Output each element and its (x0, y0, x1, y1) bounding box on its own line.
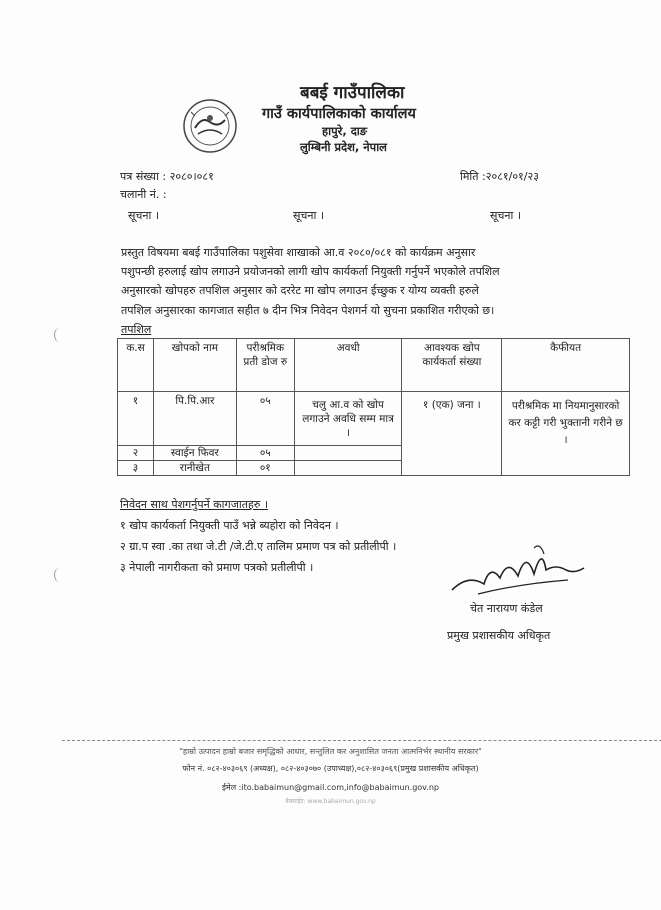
table-cell-empty (294, 461, 402, 476)
table-cell: ३ (118, 461, 154, 476)
notice-paragraph (121, 243, 591, 320)
signature-mark (448, 540, 588, 602)
government-seal-icon (182, 98, 238, 154)
vaccine-table (117, 338, 630, 476)
table-cell: ०५ (236, 446, 294, 461)
col-header-remarks: कैफीयत (502, 339, 630, 392)
footer-divider (62, 740, 661, 741)
table-cell: १ (118, 392, 154, 446)
table-cell: २ (118, 446, 154, 461)
table-header-row (118, 339, 630, 392)
punch-hole-mark (54, 568, 65, 582)
paragraph-line: अनुसारको खोपहरु तपशिल अनुसार को दररेट मा खोप लगाउन ईच्छुक र योग्य व्यक्ती हरुले (121, 284, 479, 298)
footer-slogan: "हाम्रो उत्पादन हाम्रो बजार समृद्धिको आधार, सन्तुलित कर अनुशासित जनता आत्मनिर्भर स्थानीय सरकार" (179, 747, 482, 756)
office-name: गाउँ कार्यपालिकाको कार्यालय (262, 106, 416, 122)
table-cell: ०१ (236, 461, 294, 476)
table-cell-empty (294, 446, 402, 461)
paragraph-line: तपशिल अनुसारका कागजात सहीत ७ दीन भित्र निवेदन पेशगर्न यो सुचना प्रकाशित गरीएको छ। (121, 303, 495, 317)
footer-phones: फोन नं. ०८२-४०३०६९ (अध्यक्ष), ०८२-४०३०७० (उपाध्यक्ष),०८२-४०३०६९(प्रमुख प्रशासकीय अधिकृत) (182, 764, 479, 773)
letter-date: मिति :२०८१/०१/२३ (460, 170, 539, 183)
workers-cell: १ (एक) जना । (402, 392, 502, 476)
footer-website: वेबसाईट: www.babaimun.gov.np (285, 798, 376, 805)
notice-word-left: सूचना । (128, 209, 160, 222)
table-cell: पि.पि.आर (153, 392, 236, 446)
signatory-title: प्रमुख प्रशासकीय अधिकृत (447, 629, 551, 642)
documents-title: निवेदन साथ पेशगर्नुपर्ने कागजातहरु । (120, 498, 269, 511)
col-header-period: अवधी (294, 339, 402, 392)
paragraph-line: प्रस्तुत विषयमा बबई गाउँपालिका पशुसेवा शाखाको आ.व २०८०/०८१ को कार्यक्रम अनुसार (121, 246, 476, 259)
org-name: बबई गाउँपालिका (300, 83, 405, 103)
col-header-vaccine: खोपको नाम (153, 339, 236, 392)
col-header-serial: क.स (118, 339, 154, 392)
list-item: १ खोप कार्यकर्ता नियुक्ती पाउँ भन्ने ब्यहोरा को निवेदन । (120, 519, 339, 532)
documents-list (120, 494, 396, 578)
col-header-workers: आवश्यक खोप कार्यकर्ता संख्या (402, 339, 502, 392)
table-cell: स्वाईन फिवर (153, 446, 236, 461)
period-cell: चलु आ.व को खोप लगाउने अवधि सम्म मात्र । (294, 392, 402, 446)
table-cell: रानीखेत (153, 461, 236, 476)
notice-word-center: सूचना । (293, 209, 325, 222)
table-row (118, 392, 630, 446)
list-item: ३ नेपाली नागरीकता को प्रमाण पत्रको प्रतीलीपी । (120, 561, 314, 574)
dispatch-number: चलानी नं. : (120, 188, 167, 201)
paragraph-line: पशुपन्छी हरुलाई खोप लगाउने प्रयोजनको लागी खोप कार्यकर्ता नियुक्ती गर्नुपर्ने भएकोले तपशिल (121, 265, 500, 279)
list-item: २ ग्रा.प स्वा .का तथा जे.टी /जे.टी.ए तालिम प्रमाण पत्र को प्रतीलीपी । (120, 540, 397, 553)
remarks-cell: परीश्रमिक मा नियमानुसारको कर कट्टी गरी भुक्तानी गरीने छ । (502, 392, 630, 476)
letter-number: पत्र संख्या : २०८०।०८१ (120, 170, 214, 183)
col-header-fee: परीश्रमिक प्रती डोज रु (236, 339, 294, 392)
punch-hole-mark (54, 328, 65, 342)
table-cell: ०५ (236, 392, 294, 446)
table-caption: तपशिल (121, 323, 152, 336)
notice-word-right: सूचना । (490, 209, 522, 222)
signatory-name: चेत नारायण कंडेल (470, 602, 543, 615)
office-province: लुम्बिनी प्रदेश, नेपाल (300, 140, 387, 154)
footer-email: ईमेल :ito.babaimun@gmail.com,info@babaimun.gov.np (222, 783, 439, 792)
office-place: हापुरे, दाङ (322, 124, 368, 138)
